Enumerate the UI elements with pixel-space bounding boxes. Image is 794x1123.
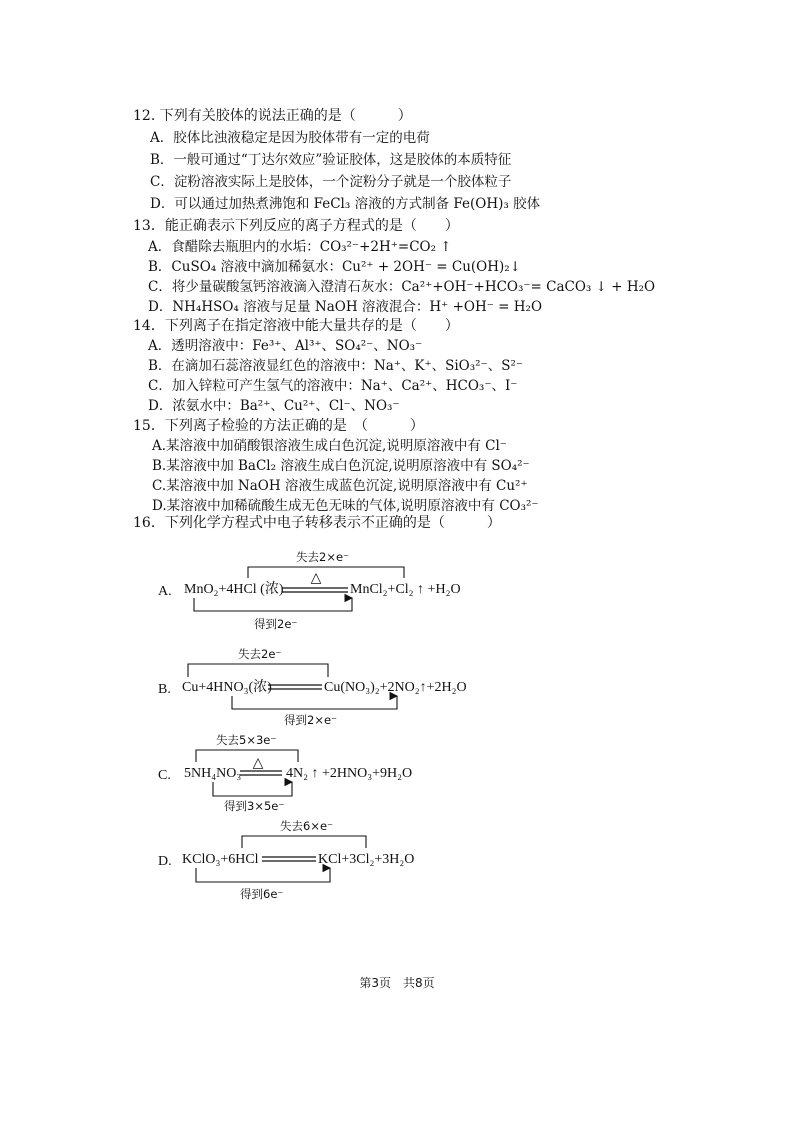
equation-b-bottom-bracket — [232, 696, 397, 709]
equation-a-condition: △ — [310, 571, 322, 586]
question-12-option-b: B．一般可通过“丁达尔效应”验证胶体，这是胶体的本质特征 — [150, 152, 512, 168]
equation-d-top-label: 失去6×e⁻ — [280, 819, 334, 833]
equation-c-products: 4N₂ ↑ +2HNO₃+9H₂O — [286, 766, 413, 781]
equation-c-reactants: 5NH₄NO₃ — [184, 766, 242, 781]
equation-c-bottom-label: 得到3×5e⁻ — [224, 799, 285, 813]
equation-d-products: KCl+3Cl₂+3H₂O — [318, 852, 415, 867]
question-14-option-a: A．透明溶液中：Fe³⁺、Al³⁺、SO₄²⁻、NO₃⁻ — [148, 338, 423, 354]
page-total: 共8页 — [403, 976, 435, 990]
equation-a-top-bracket — [248, 567, 404, 578]
equation-b-products: Cu(NO₃)₂+2NO₂↑+2H₂O — [324, 680, 467, 695]
question-15-option-a: A.某溶液中加硝酸银溶液生成白色沉淀,说明原溶液中有 Cl⁻ — [152, 438, 507, 454]
question-12-option-c: C．淀粉溶液实际上是胶体，一个淀粉分子就是一个胶体粒子 — [150, 174, 512, 190]
equation-d-reactants: KClO₃+6HCl — [182, 852, 259, 867]
equation-a-label: A. — [158, 584, 172, 599]
question-16-stem: 16．下列化学方程式中电子转移表示不正确的是（ ） — [133, 515, 501, 531]
equation-b-label: B. — [158, 682, 171, 697]
equation-d-label: D. — [158, 854, 172, 869]
question-14-option-c: C．加入锌粒可产生氢气的溶液中：Na⁺、Ca²⁺、HCO₃⁻、I⁻ — [148, 378, 518, 394]
equation-a-products: MnCl₂+Cl₂ ↑ +H₂O — [350, 582, 461, 597]
question-15-stem: 15．下列离子检验的方法正确的是 （ ） — [133, 418, 424, 434]
question-13-option-b: B．CuSO₄ 溶液中滴加稀氨水：Cu²⁺ + 2OH⁻ = Cu(OH)₂↓ — [148, 259, 521, 275]
question-13-option-a: A．食醋除去瓶胆内的水垢：CO₃²⁻+2H⁺=CO₂ ↑ — [148, 239, 452, 255]
equation-b-top-bracket — [188, 664, 328, 677]
question-13-option-c: C．将少量碳酸氢钙溶液滴入澄清石灰水：Ca²⁺+OH⁻+HCO₃⁻= CaCO₃ ↓ + H₂O — [148, 279, 656, 295]
equation-d-top-bracket — [242, 836, 366, 848]
question-13-option-d: D．NH₄HSO₄ 溶液与足量 NaOH 溶液混合：H⁺ +OH⁻ = H₂O — [148, 299, 543, 315]
question-14-option-d: D．浓氨水中：Ba²⁺、Cu²⁺、Cl⁻、NO₃⁻ — [148, 398, 400, 414]
equation-d — [158, 819, 414, 901]
equation-c-label: C. — [158, 768, 171, 783]
equation-c-bottom-bracket — [213, 782, 292, 796]
equation-a-bottom-label: 得到2e⁻ — [254, 617, 298, 631]
equation-d-bottom-bracket — [196, 868, 330, 882]
equation-b-bottom-label: 得到2×e⁻ — [284, 713, 338, 727]
equation-a-reactants: MnO₂+4HCl (浓) — [184, 582, 284, 597]
equation-c-condition: △ — [252, 756, 264, 771]
equation-a — [158, 550, 461, 631]
question-12-stem: 12. 下列有关胶体的说法正确的是（ ） — [133, 108, 412, 124]
equation-c-top-label: 失去5×3e⁻ — [216, 733, 277, 747]
equation-b-top-label: 失去2e⁻ — [238, 647, 282, 661]
question-15-option-b: B.某溶液中加 BaCl₂ 溶液生成白色沉淀,说明原溶液中有 SO₄²⁻ — [152, 458, 530, 474]
equation-c — [158, 733, 412, 813]
page-number: 第3页 — [359, 976, 391, 990]
question-14-option-b: B．在滴加石蕊溶液显红色的溶液中：Na⁺、K⁺、SiO₃²⁻、S²⁻ — [148, 358, 523, 374]
equation-a-top-label: 失去2×e⁻ — [296, 550, 350, 564]
question-12-option-d: D．可以通过加热煮沸饱和 FeCl₃ 溶液的方式制备 Fe(OH)₃ 胶体 — [150, 196, 541, 212]
question-13-stem: 13．能正确表示下列反应的离子方程式的是（ ） — [133, 218, 459, 234]
question-15-option-d: D.某溶液中加稀硫酸生成无色无味的气体,说明原溶液中有 CO₃²⁻ — [152, 498, 539, 514]
equation-b — [158, 647, 467, 727]
equation-d-bottom-label: 得到6e⁻ — [240, 887, 284, 901]
page-footer — [0, 974, 794, 991]
question-14-stem: 14．下列离子在指定溶液中能大量共存的是（ ） — [133, 318, 459, 334]
equation-a-bottom-bracket — [194, 598, 352, 611]
equation-c-top-bracket — [196, 750, 298, 762]
question-15-option-c: C.某溶液中加 NaOH 溶液生成蓝色沉淀,说明原溶液中有 Cu²⁺ — [152, 478, 528, 494]
equation-b-reactants: Cu+4HNO₃(浓) — [182, 680, 272, 695]
question-12-option-a: A．胶体比浊液稳定是因为胶体带有一定的电荷 — [150, 130, 430, 146]
